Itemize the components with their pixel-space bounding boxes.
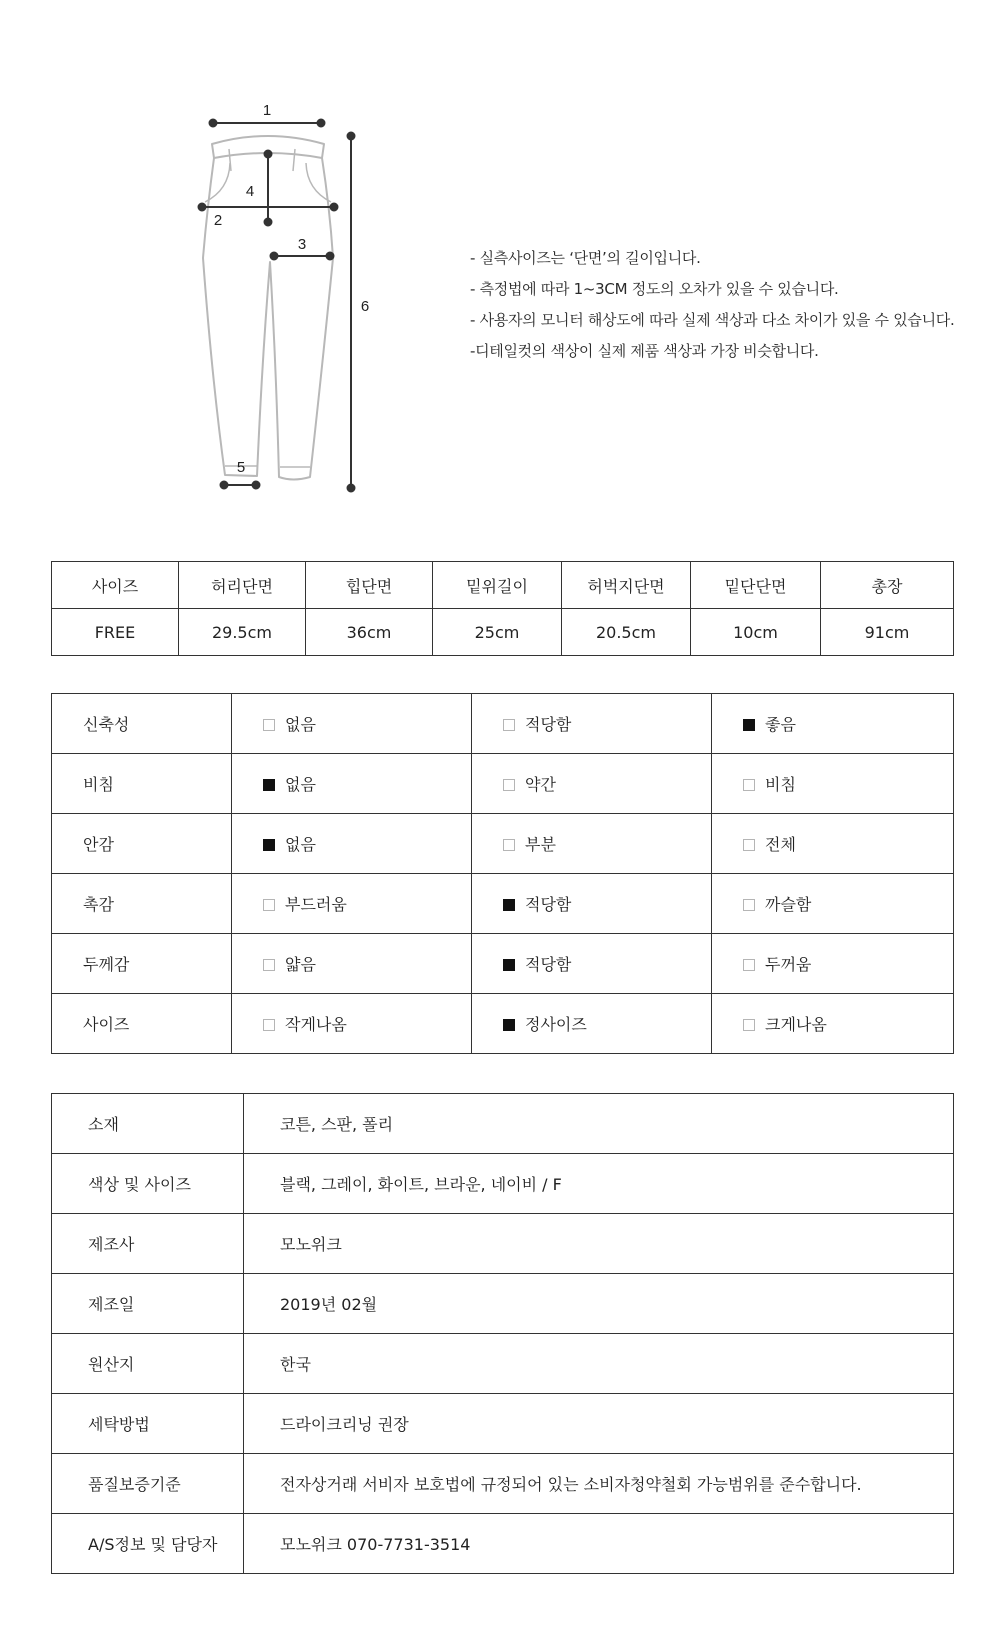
pants-size-diagram <box>0 0 460 520</box>
info-label: 원산지 <box>52 1334 244 1394</box>
size-value-cell: 91cm <box>821 609 954 656</box>
info-label: 소재 <box>52 1094 244 1154</box>
checkbox <box>743 1019 755 1031</box>
marker-6: 6 <box>360 298 370 315</box>
size-value-cell: 25cm <box>433 609 562 656</box>
fit-option <box>232 754 472 814</box>
checkbox <box>743 899 755 911</box>
fit-option-label: 좋음 <box>765 715 796 734</box>
checkbox-checked <box>503 959 515 971</box>
fit-label: 신축성 <box>52 694 232 754</box>
fit-option <box>472 754 712 814</box>
size-header-cell: 힙단면 <box>306 562 433 609</box>
size-header-cell: 밑위길이 <box>433 562 562 609</box>
checkbox <box>503 719 515 731</box>
fit-row <box>52 874 954 934</box>
info-label: 품질보증기준 <box>52 1454 244 1514</box>
fit-option <box>472 934 712 994</box>
info-row <box>52 1394 954 1454</box>
info-label: A/S정보 및 담당자 <box>52 1514 244 1574</box>
checkbox-checked <box>503 1019 515 1031</box>
fit-option <box>472 874 712 934</box>
info-value: 모노위크 070-7731-3514 <box>244 1514 954 1574</box>
fit-label: 비침 <box>52 754 232 814</box>
checkbox <box>263 959 275 971</box>
size-table <box>51 561 954 656</box>
checkbox-checked <box>743 719 755 731</box>
marker-3: 3 <box>297 236 307 253</box>
size-value-cell: 29.5cm <box>179 609 306 656</box>
marker-5: 5 <box>236 459 246 476</box>
info-row <box>52 1454 954 1514</box>
info-value: 코튼, 스판, 폴리 <box>244 1094 954 1154</box>
checkbox <box>743 839 755 851</box>
fit-table <box>51 693 954 1054</box>
info-value: 2019년 02월 <box>244 1274 954 1334</box>
fit-label: 사이즈 <box>52 994 232 1054</box>
fit-option-label: 적당함 <box>525 895 572 914</box>
fit-option <box>472 694 712 754</box>
size-header-cell: 총장 <box>821 562 954 609</box>
marker-1: 1 <box>262 102 272 119</box>
info-row <box>52 1274 954 1334</box>
size-header-cell: 사이즈 <box>52 562 179 609</box>
fit-option-label: 약간 <box>525 775 556 794</box>
info-label: 색상 및 사이즈 <box>52 1154 244 1214</box>
size-value-cell: FREE <box>52 609 179 656</box>
checkbox-checked <box>263 779 275 791</box>
fit-option-label: 적당함 <box>525 715 572 734</box>
fit-option <box>712 874 954 934</box>
info-label: 세탁방법 <box>52 1394 244 1454</box>
note-line: - 측정법에 따라 1~3CM 정도의 오차가 있을 수 있습니다. <box>470 280 839 298</box>
fit-row <box>52 814 954 874</box>
fit-option-label: 크게나옴 <box>765 1015 827 1034</box>
checkbox-checked <box>263 839 275 851</box>
info-row <box>52 1334 954 1394</box>
size-value-cell: 36cm <box>306 609 433 656</box>
size-header-row <box>52 562 954 609</box>
info-value: 드라이크리닝 권장 <box>244 1394 954 1454</box>
info-value: 블랙, 그레이, 화이트, 브라운, 네이비 / F <box>244 1154 954 1214</box>
fit-option <box>712 814 954 874</box>
measurement-notes <box>470 247 954 371</box>
fit-option <box>232 874 472 934</box>
checkbox <box>503 839 515 851</box>
fit-option <box>472 814 712 874</box>
fit-option <box>232 994 472 1054</box>
info-label: 제조일 <box>52 1274 244 1334</box>
info-row <box>52 1094 954 1154</box>
fit-option-label: 없음 <box>285 715 316 734</box>
info-value: 한국 <box>244 1334 954 1394</box>
size-header-cell: 밑단단면 <box>691 562 821 609</box>
product-info-table <box>51 1093 954 1574</box>
checkbox <box>503 779 515 791</box>
fit-option <box>712 934 954 994</box>
info-label: 제조사 <box>52 1214 244 1274</box>
note-line: -디테일컷의 색상이 실제 제품 색상과 가장 비슷합니다. <box>470 342 819 360</box>
checkbox <box>263 899 275 911</box>
fit-option-label: 없음 <box>285 775 316 794</box>
fit-option-label: 부분 <box>525 835 556 854</box>
fit-option <box>712 994 954 1054</box>
fit-option-label: 작게나옴 <box>285 1015 347 1034</box>
checkbox <box>263 1019 275 1031</box>
fit-option <box>472 994 712 1054</box>
fit-option <box>232 694 472 754</box>
fit-option <box>232 814 472 874</box>
checkbox-checked <box>503 899 515 911</box>
fit-option <box>712 754 954 814</box>
size-header-cell: 허벅지단면 <box>562 562 691 609</box>
fit-row <box>52 754 954 814</box>
size-value-cell: 20.5cm <box>562 609 691 656</box>
checkbox <box>743 779 755 791</box>
size-header-cell: 허리단면 <box>179 562 306 609</box>
info-row <box>52 1514 954 1574</box>
fit-option-label: 정사이즈 <box>525 1015 587 1034</box>
size-value-cell: 10cm <box>691 609 821 656</box>
fit-label: 두께감 <box>52 934 232 994</box>
info-row <box>52 1154 954 1214</box>
note-line: - 실측사이즈는 ‘단면’의 길이입니다. <box>470 249 701 267</box>
info-value: 모노위크 <box>244 1214 954 1274</box>
fit-option-label: 없음 <box>285 835 316 854</box>
fit-option <box>232 934 472 994</box>
fit-row <box>52 994 954 1054</box>
fit-row <box>52 934 954 994</box>
measure-labels <box>214 102 369 476</box>
checkbox <box>743 959 755 971</box>
info-row <box>52 1214 954 1274</box>
fit-option-label: 부드러움 <box>285 895 347 914</box>
marker-4: 4 <box>245 183 255 200</box>
note-line: - 사용자의 모니터 해상도에 따라 실제 색상과 다소 차이가 있을 수 있습니다. <box>470 311 955 329</box>
marker-2: 2 <box>213 212 223 229</box>
checkbox <box>263 719 275 731</box>
fit-option-label: 두꺼움 <box>765 955 812 974</box>
fit-option-label: 비침 <box>765 775 796 794</box>
fit-option-label: 까슬함 <box>765 895 812 914</box>
fit-label: 촉감 <box>52 874 232 934</box>
measure-lines <box>199 120 355 492</box>
fit-label: 안감 <box>52 814 232 874</box>
fit-option-label: 적당함 <box>525 955 572 974</box>
fit-option-label: 전체 <box>765 835 796 854</box>
fit-option <box>712 694 954 754</box>
fit-option-label: 얇음 <box>285 955 316 974</box>
info-value: 전자상거래 서비자 보호법에 규정되어 있는 소비자청약철회 가능범위를 준수합니다. <box>244 1454 954 1514</box>
size-value-row <box>52 609 954 656</box>
fit-row <box>52 694 954 754</box>
